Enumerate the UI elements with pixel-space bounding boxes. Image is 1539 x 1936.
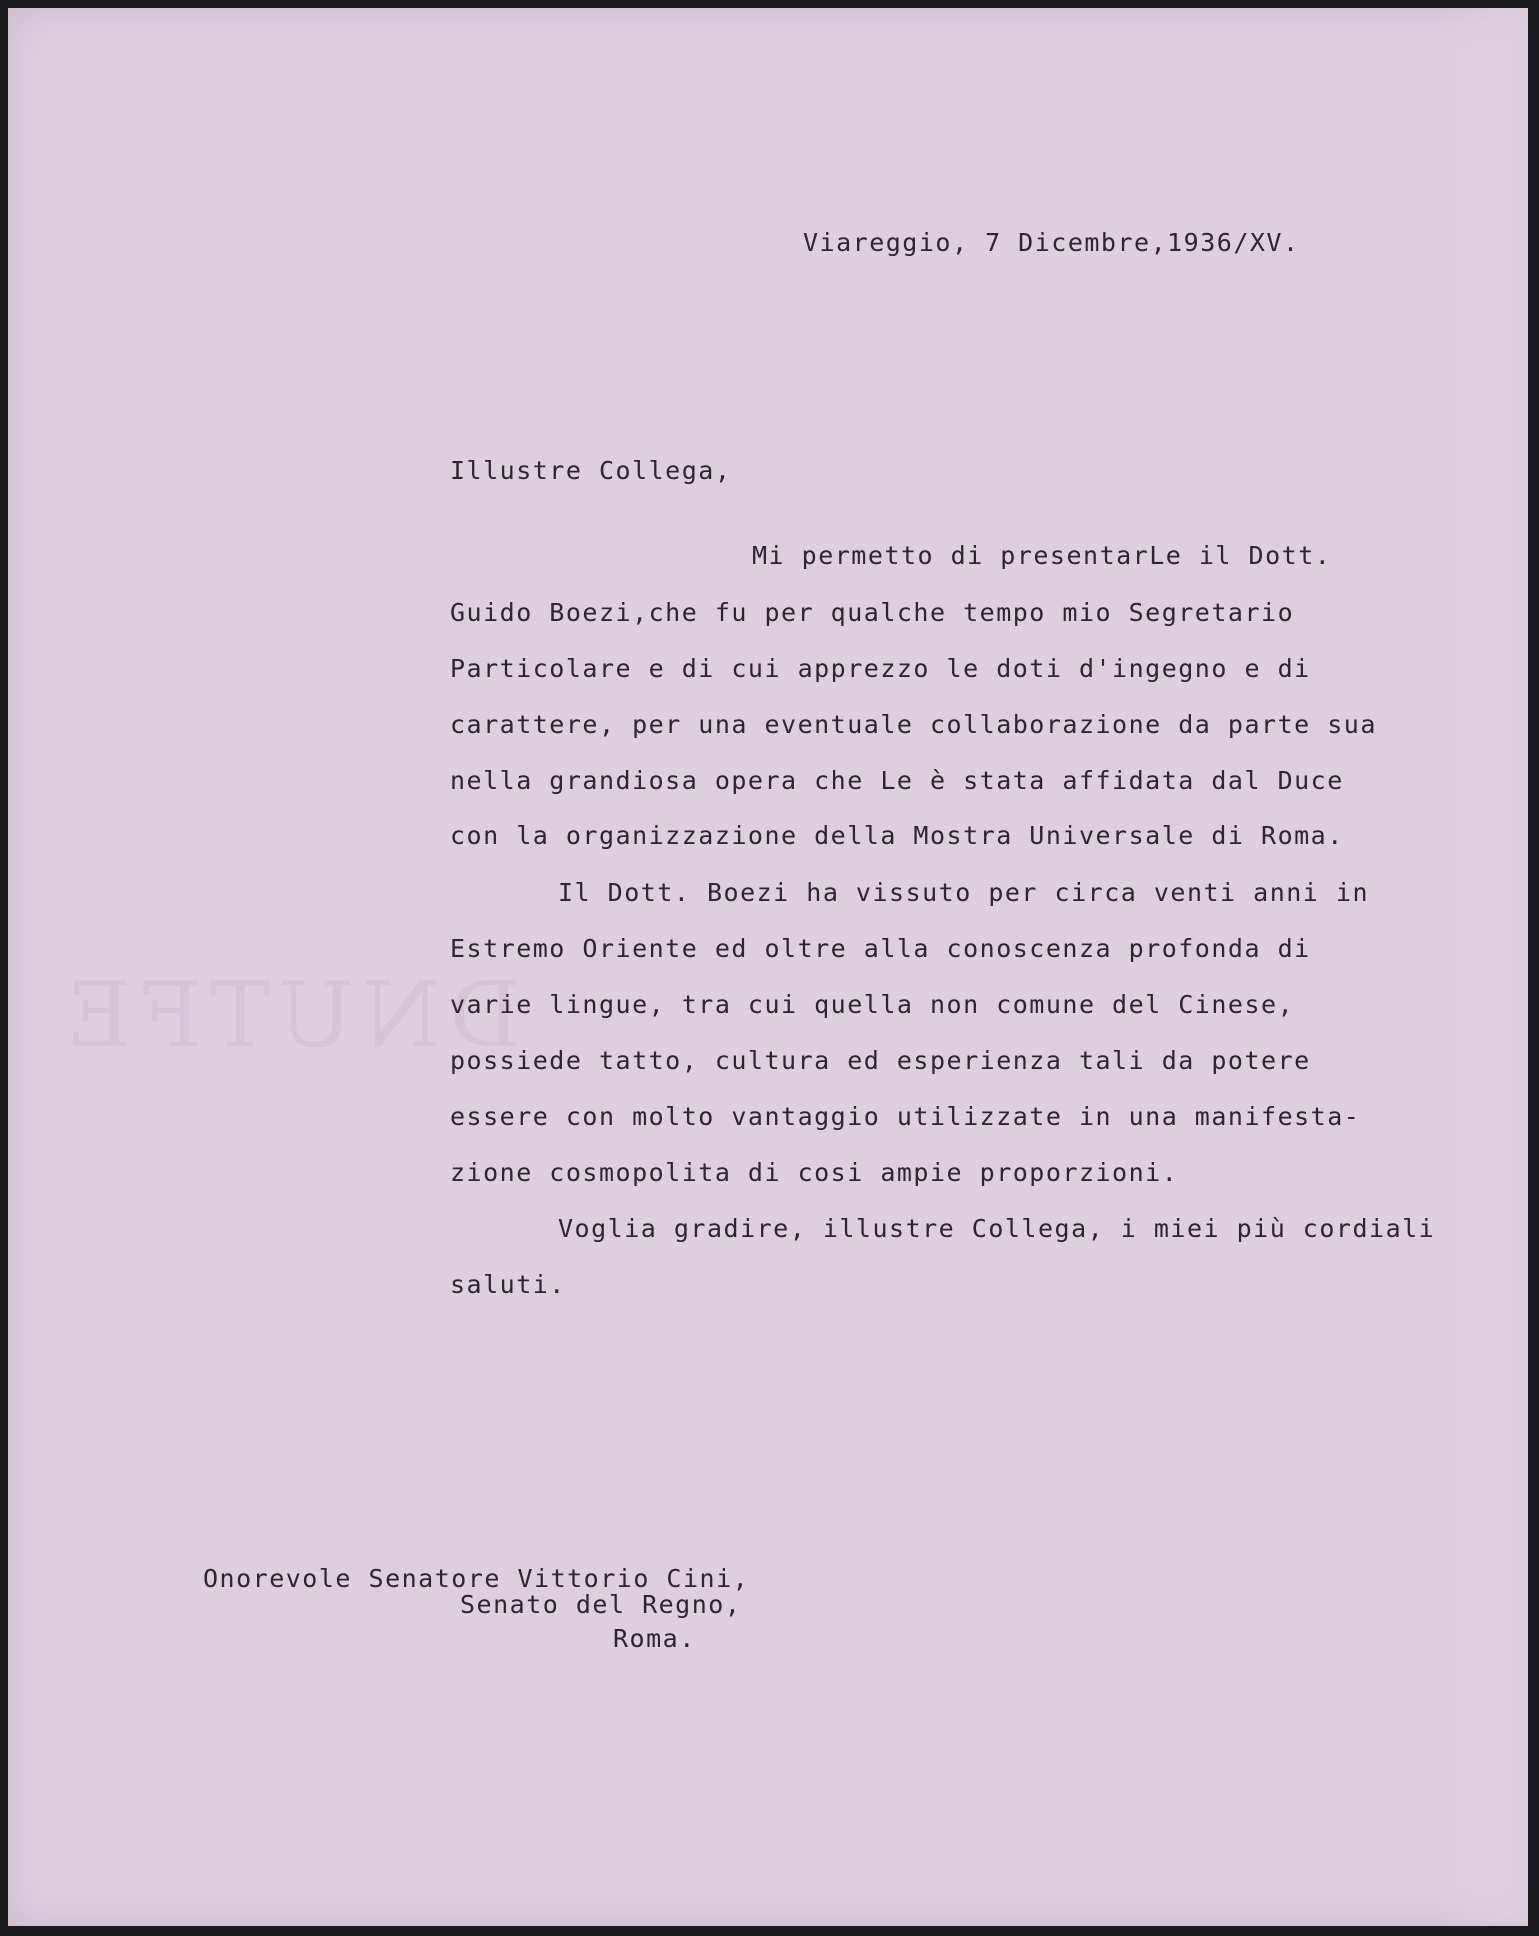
page-edge bbox=[1438, 8, 1528, 1926]
body-line: saluti. bbox=[450, 1270, 566, 1299]
body-line: Guido Boezi,che fu per qualche tempo mio Segretario bbox=[450, 598, 1295, 627]
addressee-name: Onorevole Senatore Vittorio Cini, bbox=[203, 1564, 750, 1593]
addressee-city: Roma. bbox=[613, 1624, 696, 1653]
show-through-text: DNUTFE bbox=[58, 963, 521, 1068]
body-line: nella grandiosa opera che Le è stata affidata dal Duce bbox=[450, 766, 1344, 795]
letter-page bbox=[8, 8, 1528, 1926]
body-line: con la organizzazione della Mostra Universale di Roma. bbox=[450, 821, 1344, 850]
body-line: varie lingue, tra cui quella non comune del Cinese, bbox=[450, 990, 1295, 1019]
body-line: Voglia gradire, illustre Collega, i miei più cordiali bbox=[558, 1214, 1436, 1243]
body-line: Estremo Oriente ed oltre alla conoscenza profonda di bbox=[450, 934, 1311, 963]
salutation: Illustre Collega, bbox=[450, 456, 732, 485]
body-line: Particolare e di cui apprezzo le doti d'ingegno e di bbox=[450, 654, 1311, 683]
addressee-institution: Senato del Regno, bbox=[460, 1590, 742, 1619]
body-line: Il Dott. Boezi ha vissuto per circa venti anni in bbox=[558, 878, 1370, 907]
body-line: possiede tatto, cultura ed esperienza tali da potere bbox=[450, 1046, 1311, 1075]
body-line: essere con molto vantaggio utilizzate in una manifesta- bbox=[450, 1102, 1361, 1131]
letter-date: Viareggio, 7 Dicembre,1936/XV. bbox=[803, 228, 1300, 257]
body-line: Mi permetto di presentarLe il Dott. bbox=[752, 541, 1332, 570]
body-line: carattere, per una eventuale collaborazione da parte sua bbox=[450, 710, 1377, 739]
body-line: zione cosmopolita di cosi ampie proporzioni. bbox=[450, 1158, 1179, 1187]
